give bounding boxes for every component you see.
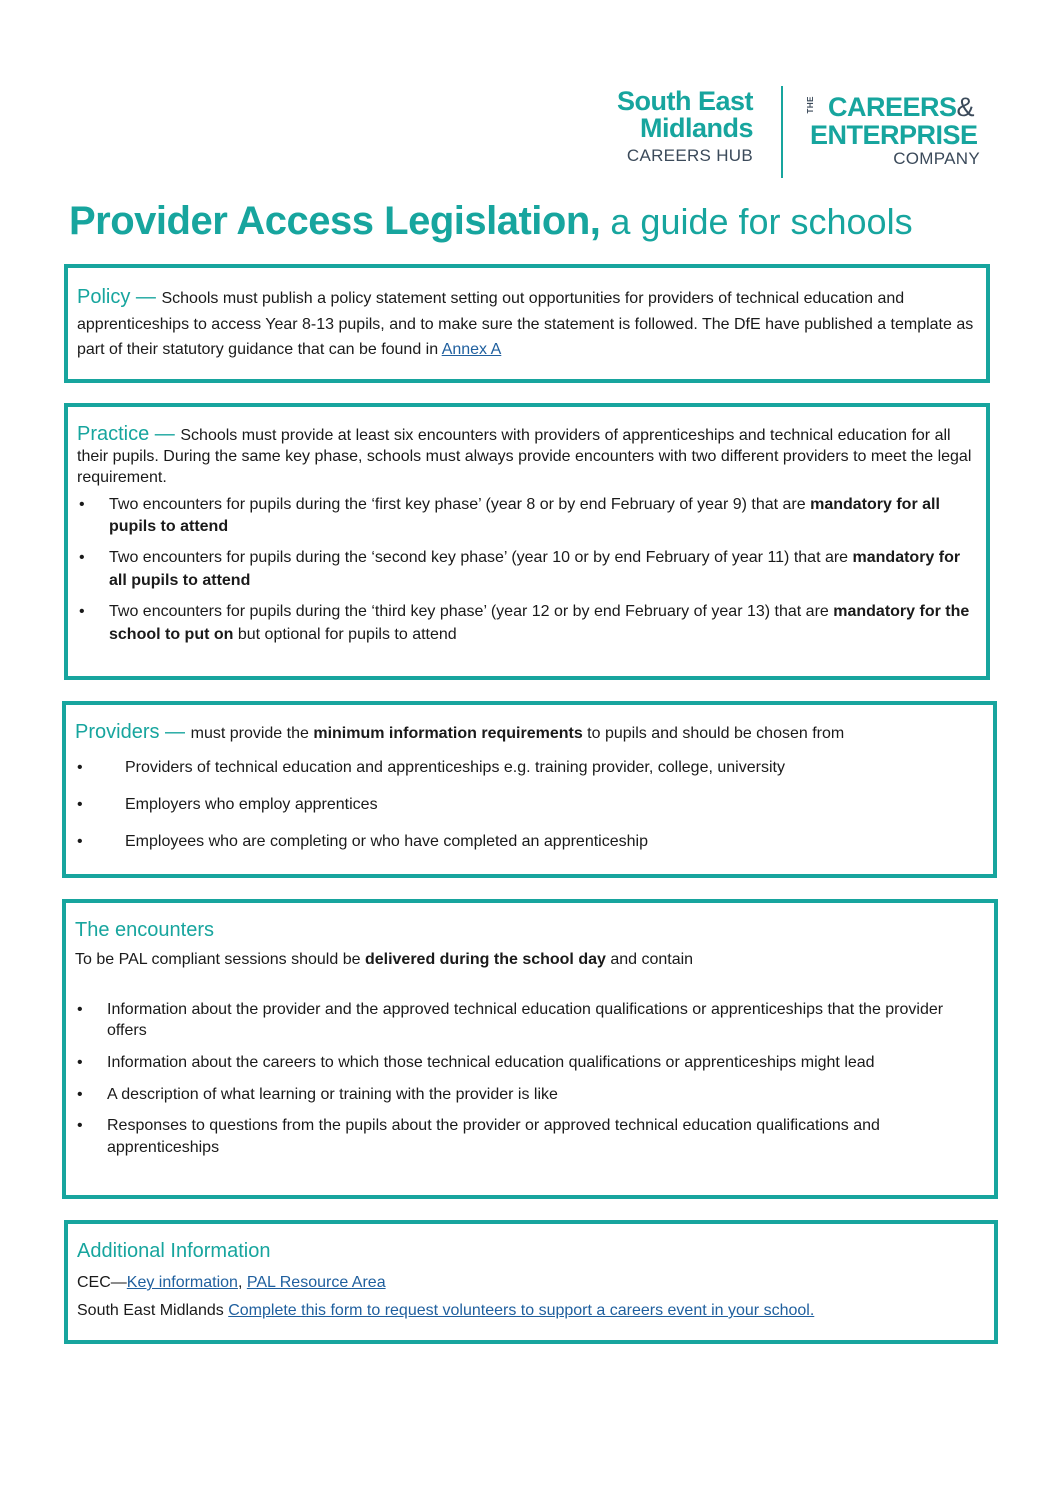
policy-box xyxy=(64,264,990,383)
cec-logo-enterprise: ENTERPRISE xyxy=(810,120,978,150)
volunteer-form-link[interactable]: Complete this form to request volunteers to support a careers event in your school. xyxy=(228,1302,815,1319)
encounters-list xyxy=(75,999,984,1159)
encounters-bold: delivered during the school day xyxy=(364,951,606,968)
page-title xyxy=(69,198,913,244)
sem-prefix: South East Midlands xyxy=(77,1302,229,1319)
list-item-text: Two encounters for pupils during the ‘first key phase’ (year 8 or by end February of year 9) that are xyxy=(109,495,811,513)
practice-list xyxy=(77,494,976,646)
providers-list xyxy=(75,756,983,854)
cec-logo-careers xyxy=(828,94,974,121)
cec-links-row xyxy=(77,1271,984,1295)
providers-heading: Providers xyxy=(75,721,160,743)
providers-intro xyxy=(75,717,983,748)
practice-intro xyxy=(77,421,976,489)
cec-prefix: CEC— xyxy=(77,1274,127,1291)
sem-logo-line2: Midlands xyxy=(639,113,753,143)
policy-dash: — xyxy=(130,286,162,308)
list-item: • Employees who are completing or who have completed an apprenticeship xyxy=(75,830,983,855)
cec-logo-careers-text: CAREERS xyxy=(828,92,957,122)
encounters-post: and contain xyxy=(605,951,694,968)
additional-heading: Additional Information xyxy=(77,1240,271,1262)
list-item-bold: mandatory for the school to put on xyxy=(109,603,970,643)
list-item: • Providers of technical education and apprenticeships e.g. training provider, college, university xyxy=(75,756,983,781)
list-item-text-post: but optional for pupils to attend xyxy=(233,625,457,643)
list-item xyxy=(77,547,976,592)
logo-divider xyxy=(781,86,783,178)
encounters-box xyxy=(62,899,998,1199)
policy-text: Schools must publish a policy statement setting out opportunities for providers of technical education and apprenticeships to access Year 8-13 pupils, and to make sure the statement is followed. The DfE have published a template as part of their statutory guidance that can be found in xyxy=(77,290,974,358)
encounters-intro xyxy=(75,948,984,973)
key-information-link[interactable]: Key information xyxy=(126,1274,238,1291)
list-item xyxy=(77,494,976,539)
encounters-pre: To be PAL compliant sessions should be xyxy=(75,951,365,968)
page-title-light: a guide for schools xyxy=(600,201,913,242)
list-item: • Employers who employ apprentices xyxy=(75,793,983,818)
practice-dash: — xyxy=(149,423,181,445)
annex-a-link[interactable]: Annex A xyxy=(441,340,502,358)
practice-heading: Practice xyxy=(77,423,150,445)
providers-pre: must provide the xyxy=(190,725,314,742)
sem-logo-line3: CAREERS HUB xyxy=(626,146,753,165)
page-title-strong: Provider Access Legislation, xyxy=(69,199,601,243)
links-separator: , xyxy=(237,1274,247,1291)
additional-info-box xyxy=(64,1220,998,1344)
list-item-text: Two encounters for pupils during the ‘second key phase’ (year 10 or by end February of year 11) that are xyxy=(109,549,853,567)
list-item: • Information about the provider and the approved technical education qualifications or apprenticeships that the provider offers xyxy=(75,999,984,1042)
providers-bold: minimum information requirements xyxy=(313,725,583,742)
south-east-midlands-logo xyxy=(617,88,753,164)
list-item: • Responses to questions from the pupils about the provider or approved technical education qualifications and apprenticeships xyxy=(75,1115,984,1158)
list-item-bold: mandatory for all pupils to attend xyxy=(109,495,940,535)
cec-logo-the: THE xyxy=(806,96,815,114)
encounters-heading: The encounters xyxy=(75,919,214,941)
providers-box xyxy=(62,701,997,878)
providers-post: to pupils and should be chosen from xyxy=(582,725,845,742)
list-item: • A description of what learning or training with the provider is like xyxy=(75,1084,984,1106)
practice-box xyxy=(64,403,990,680)
list-item-text: Two encounters for pupils during the ‘third key phase’ (year 12 or by end February of year 13) that are xyxy=(109,603,834,621)
practice-intro-text: Schools must provide at least six encounters with providers of apprenticeships and technical education for all their pupils. During the same key phase, schools must always provide encounters with two different providers to meet the legal requirement. xyxy=(77,427,972,486)
list-item xyxy=(77,601,976,646)
sem-logo-line1: South East xyxy=(616,86,753,116)
sem-form-row xyxy=(77,1299,984,1323)
pal-resource-area-link[interactable]: PAL Resource Area xyxy=(246,1274,386,1291)
providers-dash: — xyxy=(159,721,191,743)
policy-heading: Policy xyxy=(77,286,131,308)
list-item: • Information about the careers to which those technical education qualifications or apprenticeships might lead xyxy=(75,1052,984,1074)
list-item-bold: mandatory for all pupils to attend xyxy=(109,549,961,589)
cec-logo-company: COMPANY xyxy=(893,149,980,168)
cec-logo-amp: & xyxy=(956,92,975,122)
